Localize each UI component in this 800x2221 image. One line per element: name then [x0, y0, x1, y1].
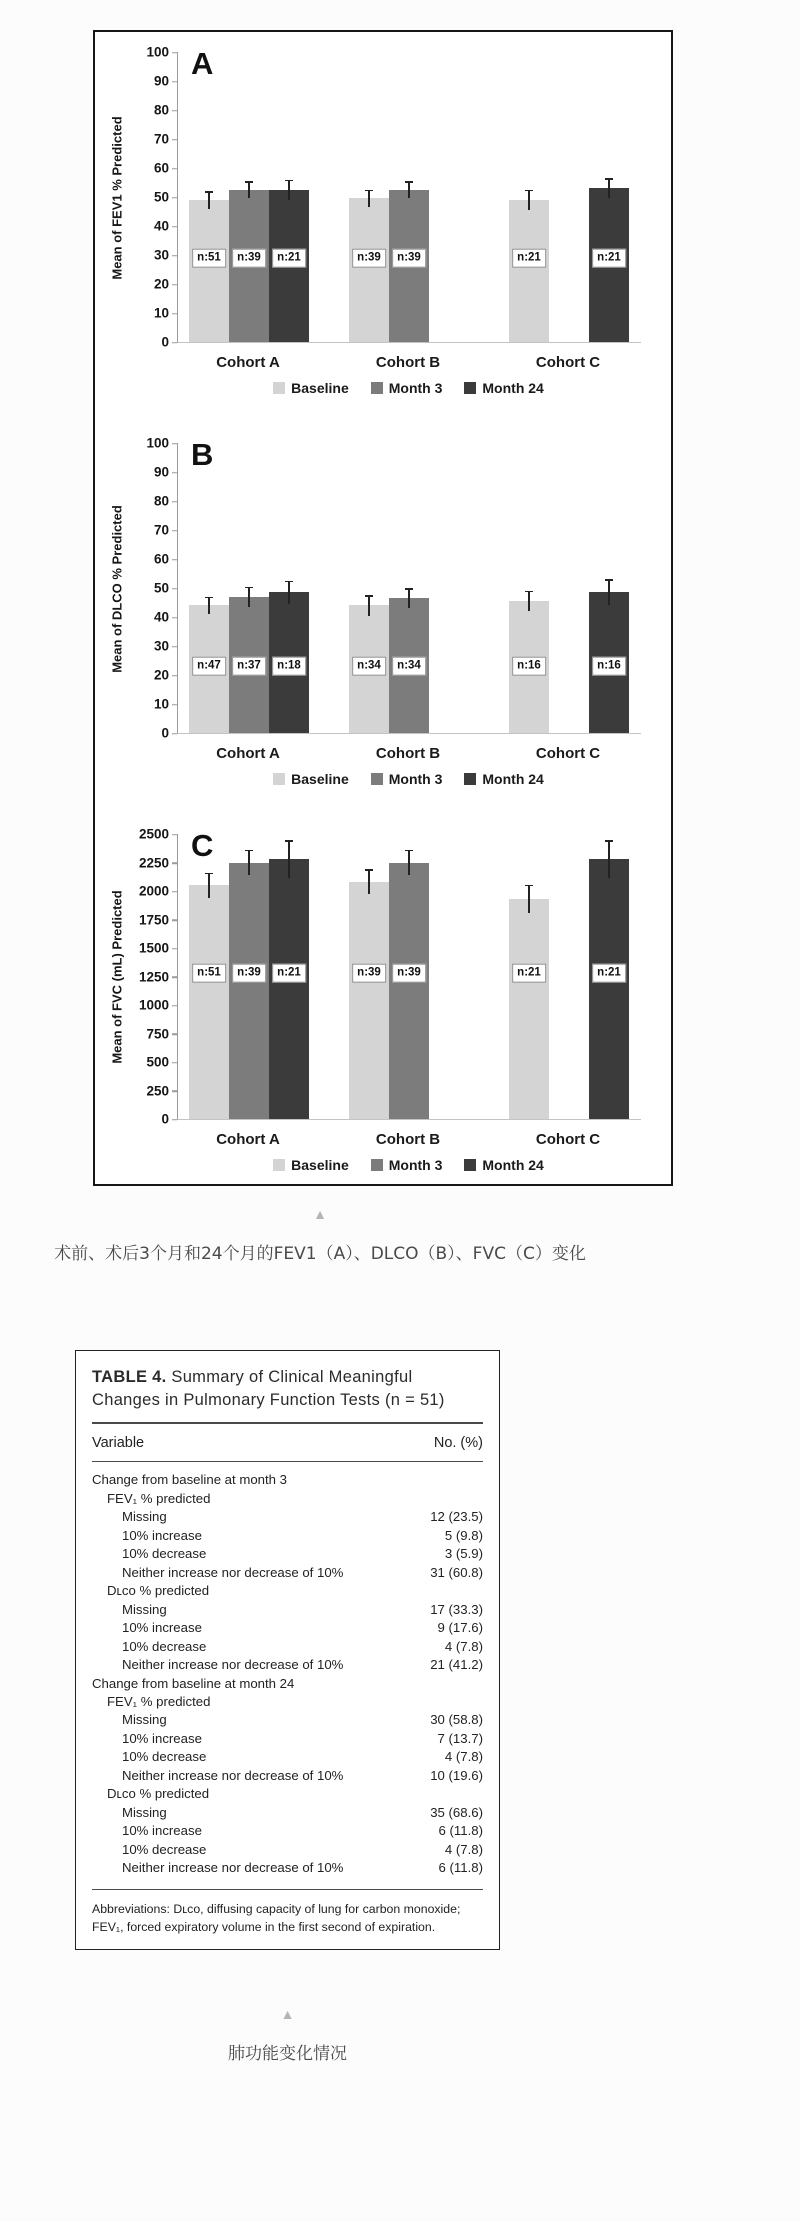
table-row-label: 10% increase — [122, 1527, 202, 1543]
error-bar — [408, 588, 410, 608]
error-bar — [208, 873, 210, 898]
chart-panel-B — [103, 435, 671, 792]
y-tick-label: 1750 — [139, 913, 169, 927]
table4-body — [92, 1462, 483, 1890]
error-bar — [408, 850, 410, 875]
y-tick-label: 2250 — [139, 856, 169, 870]
legend-item-baseline — [273, 1157, 349, 1173]
x-axis-labels — [177, 742, 640, 766]
table4-header-variable: Variable — [92, 1435, 145, 1452]
y-tick-label: 70 — [154, 523, 169, 537]
table-row — [92, 1582, 483, 1600]
table-row-label: 10% decrease — [122, 1841, 207, 1857]
legend-label: Month 24 — [482, 1157, 544, 1173]
y-tick-label: 0 — [161, 1112, 169, 1126]
error-bar — [608, 840, 610, 878]
table-row-label: 10% increase — [122, 1730, 202, 1746]
y-tick-label: 80 — [154, 103, 169, 117]
y-tick-label: 40 — [154, 219, 169, 233]
legend-label: Baseline — [291, 771, 349, 787]
bar-month24-cohortc — [589, 859, 629, 1119]
table-row-label: Missing — [122, 1804, 167, 1820]
legend-swatch-icon — [273, 773, 285, 785]
error-bar-cap — [525, 190, 533, 192]
error-bar-cap — [365, 190, 373, 192]
chart-legend — [177, 766, 640, 792]
x-axis-label-cohortc: Cohort C — [535, 1131, 601, 1148]
legend-label: Month 24 — [482, 771, 544, 787]
y-tick-label: 70 — [154, 132, 169, 146]
n-count-label: n:21 — [512, 964, 546, 983]
y-tick-label: 2000 — [139, 884, 169, 898]
error-bar — [368, 595, 370, 615]
legend-item-month24 — [464, 380, 543, 396]
table4-header-no-pct: No. (%) — [433, 1435, 483, 1452]
legend-label: Baseline — [291, 1157, 349, 1173]
table4-title-label: TABLE 4. — [92, 1368, 167, 1386]
table-row-label: Missing — [122, 1601, 167, 1617]
legend-label: Month 3 — [388, 380, 443, 396]
table-row — [92, 1656, 483, 1674]
y-tick-label: 0 — [161, 726, 169, 740]
y-axis-label — [103, 52, 131, 343]
n-count-label: n:37 — [232, 657, 266, 676]
bar-month24-cohorta — [269, 859, 309, 1119]
y-tick-label: 750 — [146, 1027, 169, 1041]
table-row-value — [475, 1675, 483, 1693]
x-axis-label-cohorta: Cohort A — [216, 354, 280, 371]
error-bar — [248, 850, 250, 875]
bar-baseline-cohorta — [189, 885, 229, 1119]
chart-legend — [177, 375, 640, 401]
y-tick-label: 60 — [154, 161, 169, 175]
y-tick-label: 90 — [154, 465, 169, 479]
table-row-value: 5 (9.8) — [444, 1527, 483, 1543]
panel-letter: A — [191, 46, 214, 81]
n-count-label: n:47 — [192, 657, 226, 676]
n-count-label: n:34 — [392, 657, 426, 676]
error-bar-cap — [205, 597, 213, 599]
y-axis-label-text: Mean of DLCO % Predicted — [109, 504, 125, 673]
y-axis-label — [103, 834, 131, 1120]
x-axis-label-cohortc: Cohort C — [535, 745, 601, 762]
table-row-label: Change from baseline at month 24 — [92, 1675, 295, 1691]
y-tick-label: 10 — [154, 306, 169, 320]
table-row-label: FEV₁ % predicted — [107, 1490, 211, 1506]
table-row-label: Neither increase nor decrease of 10% — [122, 1860, 344, 1876]
table-row — [92, 1822, 483, 1840]
chart-panel-C — [103, 826, 671, 1178]
y-tick-label: 100 — [146, 436, 169, 450]
y-tick-label: 50 — [154, 190, 169, 204]
table-row — [92, 1730, 483, 1748]
table-row-value: 4 (7.8) — [444, 1841, 483, 1857]
error-bar — [208, 191, 210, 208]
error-bar — [528, 885, 530, 914]
table-row-value: 4 (7.8) — [444, 1638, 483, 1654]
table-row-value: 6 (11.8) — [438, 1860, 483, 1876]
error-bar-cap — [205, 873, 213, 875]
legend-item-month3 — [371, 380, 443, 396]
table-row — [92, 1545, 483, 1563]
n-count-label: n:39 — [392, 249, 426, 268]
legend-label: Month 3 — [388, 771, 443, 787]
y-tick-label: 0 — [161, 335, 169, 349]
bar-baseline-cohorta — [189, 200, 229, 342]
n-count-label: n:39 — [352, 249, 386, 268]
error-bar-cap — [405, 588, 413, 590]
n-count-label: n:21 — [592, 964, 626, 983]
x-axis-labels — [177, 351, 640, 375]
error-bar-cap — [405, 181, 413, 183]
y-tick-label: 2500 — [139, 827, 169, 841]
y-tick-label: 1000 — [139, 998, 169, 1012]
x-axis-label-cohortc: Cohort C — [535, 354, 601, 371]
y-tick-label: 1500 — [139, 941, 169, 955]
y-tick-label: 500 — [146, 1055, 169, 1069]
table-row-label: 10% decrease — [122, 1749, 207, 1765]
table4-header-row — [92, 1424, 483, 1462]
table-row — [92, 1748, 483, 1766]
n-count-label: n:39 — [392, 964, 426, 983]
n-count-label: n:51 — [192, 964, 226, 983]
table-row-label: Missing — [122, 1509, 167, 1525]
table-row-value: 7 (13.7) — [437, 1730, 483, 1746]
table-row — [92, 1490, 483, 1508]
y-tick-label: 50 — [154, 581, 169, 595]
plot-area — [177, 46, 641, 343]
table-row-value: 10 (19.6) — [430, 1767, 483, 1783]
table-row — [92, 1859, 483, 1877]
x-axis-label-cohortb: Cohort B — [375, 745, 441, 762]
error-bar-cap — [285, 840, 293, 842]
n-count-label: n:51 — [192, 249, 226, 268]
table-row-label: Neither increase nor decrease of 10% — [122, 1564, 344, 1580]
table4-title-rest: Summary of Clinical Meaningful Changes in Pulmonary Function Tests (n = 51) — [92, 1368, 445, 1410]
y-tick-label: 250 — [146, 1084, 169, 1098]
legend-label: Month 3 — [388, 1157, 443, 1173]
n-count-label: n:21 — [272, 964, 306, 983]
error-bar — [528, 591, 530, 611]
bar-baseline-cohortc — [509, 200, 549, 342]
y-tick-label: 100 — [146, 45, 169, 59]
error-bar-cap — [245, 850, 253, 852]
collapse-triangle-icon: ▲ — [280, 2005, 295, 2022]
n-count-label: n:21 — [512, 249, 546, 268]
page — [0, 30, 800, 2221]
panel-letter: B — [191, 437, 214, 472]
error-bar-cap — [245, 181, 253, 183]
x-axis-label-cohorta: Cohort A — [216, 745, 280, 762]
error-bar-cap — [365, 869, 373, 871]
table-row-label: Dʟᴄᴏ % predicted — [107, 1583, 210, 1599]
y-axis-ticks — [131, 435, 177, 741]
error-bar — [288, 180, 290, 200]
error-bar — [608, 178, 610, 198]
y-tick-label: 90 — [154, 74, 169, 88]
table-row-value: 30 (58.8) — [430, 1712, 483, 1728]
table-row — [92, 1767, 483, 1785]
table-row-label: 10% increase — [122, 1823, 202, 1839]
y-tick-label: 20 — [154, 668, 169, 682]
error-bar-cap — [525, 885, 533, 887]
n-count-label: n:39 — [232, 964, 266, 983]
legend-item-baseline — [273, 380, 349, 396]
pulmonary-function-figure — [93, 30, 673, 1186]
error-bar — [248, 181, 250, 198]
legend-swatch-icon — [371, 773, 383, 785]
bar-baseline-cohortb — [349, 198, 389, 342]
legend-swatch-icon — [273, 1159, 285, 1171]
error-bar-cap — [605, 579, 613, 581]
y-tick-label: 40 — [154, 610, 169, 624]
x-axis-label-cohortb: Cohort B — [375, 1131, 441, 1148]
collapse-triangle-icon: ▲ — [313, 1206, 327, 1222]
error-bar — [248, 587, 250, 607]
y-tick-label: 80 — [154, 494, 169, 508]
table-row — [92, 1508, 483, 1526]
table-row-value: 6 (11.8) — [438, 1823, 483, 1839]
n-count-label: n:16 — [512, 657, 546, 676]
n-count-label: n:39 — [352, 964, 386, 983]
table-row — [92, 1804, 483, 1822]
error-bar-cap — [205, 191, 213, 193]
table-row-label: Dʟᴄᴏ % predicted — [107, 1786, 210, 1802]
error-bar-cap — [525, 591, 533, 593]
table-caption-block — [75, 2006, 500, 2064]
n-count-label: n:18 — [272, 657, 306, 676]
legend-label: Month 24 — [482, 380, 544, 396]
table-row-label: Change from baseline at month 3 — [92, 1472, 287, 1488]
panel-letter: C — [191, 828, 214, 863]
y-axis-label — [103, 443, 131, 734]
table-row — [92, 1675, 483, 1693]
table-row-value: 3 (5.9) — [444, 1546, 483, 1562]
table-row-label: 10% decrease — [122, 1638, 207, 1654]
table4-wrap — [75, 1350, 500, 2064]
chart-legend — [177, 1152, 640, 1178]
table4 — [75, 1350, 500, 1950]
legend-item-month3 — [371, 771, 443, 787]
table4-footnote: Abbreviations: Dʟᴄᴏ, diffusing capacity of lung for carbon monoxide; FEV₁, forced expiratory volume in the first second of expiration. — [92, 1901, 461, 1935]
y-tick-label: 60 — [154, 552, 169, 566]
plot-area — [177, 437, 641, 734]
legend-item-month3 — [371, 1157, 443, 1173]
table-row-label: Missing — [122, 1712, 167, 1728]
y-tick-label: 30 — [154, 248, 169, 262]
table-row-value: 35 (68.6) — [430, 1804, 483, 1820]
x-axis-labels — [177, 1128, 640, 1152]
table-row-value — [475, 1693, 483, 1711]
legend-swatch-icon — [371, 1159, 383, 1171]
table4-title — [92, 1366, 483, 1412]
error-bar — [288, 840, 290, 878]
table-row — [92, 1638, 483, 1656]
y-axis-label-text: Mean of FEV1 % Predicted — [109, 115, 125, 280]
table-row-label: Neither increase nor decrease of 10% — [122, 1767, 344, 1783]
legend-swatch-icon — [371, 382, 383, 394]
legend-item-baseline — [273, 771, 349, 787]
table-row-value: 31 (60.8) — [430, 1564, 483, 1580]
table-row — [92, 1841, 483, 1859]
n-count-label: n:34 — [352, 657, 386, 676]
table-row — [92, 1711, 483, 1729]
table-row — [92, 1471, 483, 1489]
error-bar — [368, 869, 370, 894]
legend-item-month24 — [464, 1157, 543, 1173]
table-row-value: 9 (17.6) — [437, 1620, 483, 1636]
legend-item-month24 — [464, 771, 543, 787]
table-row-label: 10% decrease — [122, 1546, 207, 1562]
table-row-value: 21 (41.2) — [430, 1657, 483, 1673]
error-bar-cap — [285, 180, 293, 182]
error-bar-cap — [365, 595, 373, 597]
x-axis-label-cohorta: Cohort A — [216, 1131, 280, 1148]
bar-baseline-cohortc — [509, 899, 549, 1119]
error-bar — [608, 579, 610, 605]
table-row-label: FEV₁ % predicted — [107, 1694, 211, 1709]
table-row-value: 17 (33.3) — [430, 1601, 483, 1617]
table-row-value — [475, 1582, 483, 1600]
table-row — [92, 1527, 483, 1545]
figure-caption-text: 术前、术后3个月和24个月的FEV1（A）、DLCO（B）、FVC（C）变化 — [54, 1244, 586, 1264]
n-count-label: n:21 — [272, 249, 306, 268]
table-row — [92, 1785, 483, 1803]
error-bar-cap — [285, 581, 293, 583]
error-bar — [208, 597, 210, 614]
y-axis-ticks — [131, 44, 177, 350]
legend-label: Baseline — [291, 380, 349, 396]
table-row — [92, 1564, 483, 1582]
table-row — [92, 1619, 483, 1637]
bar-month3-cohortb — [389, 863, 429, 1120]
y-tick-label: 1250 — [139, 970, 169, 984]
figure-caption-block — [0, 1206, 640, 1264]
bar-baseline-cohortb — [349, 882, 389, 1119]
legend-swatch-icon — [273, 382, 285, 394]
error-bar-cap — [605, 840, 613, 842]
table-row-value — [475, 1471, 483, 1489]
y-axis-ticks — [131, 826, 177, 1127]
table-row-value — [475, 1785, 483, 1803]
table-row-value: 4 (7.8) — [444, 1749, 483, 1765]
table-row-label: 10% increase — [122, 1620, 202, 1636]
chart-panel-A — [103, 44, 671, 401]
table-row — [92, 1693, 483, 1711]
n-count-label: n:39 — [232, 249, 266, 268]
error-bar-cap — [405, 850, 413, 852]
n-count-label: n:21 — [592, 249, 626, 268]
error-bar — [368, 190, 370, 207]
plot-area — [177, 828, 641, 1120]
error-bar — [528, 190, 530, 210]
y-axis-label-text: Mean of FVC (mL) Predicted — [109, 890, 125, 1064]
error-bar-cap — [245, 587, 253, 589]
table-caption-text: 肺功能变化情况 — [228, 2043, 347, 2064]
bar-month3-cohorta — [229, 863, 269, 1120]
legend-swatch-icon — [464, 773, 476, 785]
x-axis-label-cohortb: Cohort B — [375, 354, 441, 371]
table-row — [92, 1601, 483, 1619]
y-tick-label: 30 — [154, 639, 169, 653]
error-bar — [408, 181, 410, 198]
table-row-value — [475, 1490, 483, 1508]
y-tick-label: 20 — [154, 277, 169, 291]
n-count-label: n:16 — [592, 657, 626, 676]
table-row-label: Neither increase nor decrease of 10% — [122, 1657, 344, 1673]
figure-charts — [103, 44, 671, 1178]
legend-swatch-icon — [464, 1159, 476, 1171]
y-tick-label: 10 — [154, 697, 169, 711]
table-row-value: 12 (23.5) — [430, 1509, 483, 1525]
legend-swatch-icon — [464, 382, 476, 394]
error-bar — [288, 581, 290, 604]
error-bar-cap — [605, 178, 613, 180]
